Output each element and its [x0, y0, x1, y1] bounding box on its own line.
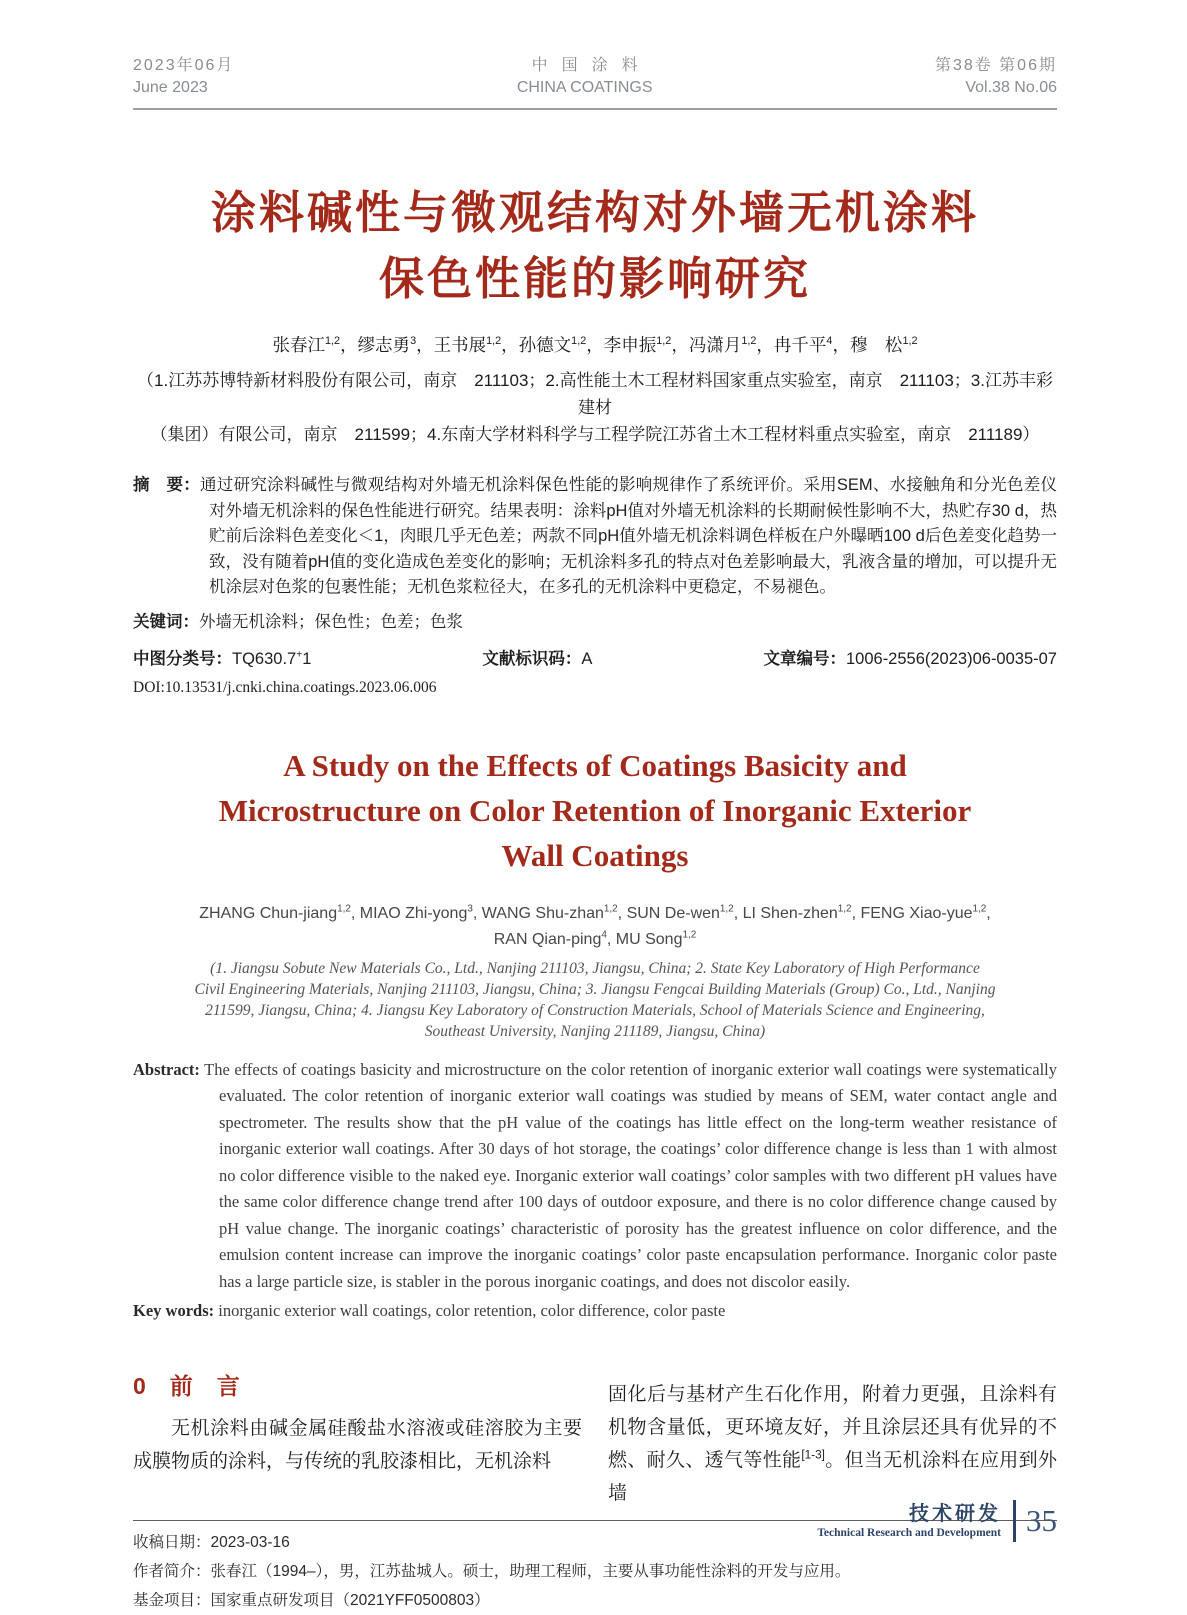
author-en: WANG Shu-zhan$^{1,2}$, — [481, 903, 627, 922]
author-cn: 李申振$^{1,2}$， — [603, 335, 689, 355]
author-cn: 王书展$^{1,2}$， — [433, 335, 519, 355]
section-heading — [133, 1373, 582, 1399]
footnote-received-date: 收稿日期：2023-03-16 — [133, 1534, 290, 1551]
journal-issue-cn: 第38卷 第06期 — [934, 57, 1057, 74]
doi: DOI:10.13531/j.cnki.china.coatings.2023.06.006 — [133, 678, 437, 696]
article-title-en-line2: Microstructure on Color Retention of Inorganic Exterior — [218, 792, 972, 828]
journal-header — [133, 0, 1057, 110]
abstract-en — [133, 1057, 1057, 1296]
affiliations-en-line: 211599, Jiangsu, China; 4. Jiangsu Key Laboratory of Construction Materials, School of Materials Science and Engineering, — [205, 1001, 985, 1019]
body-columns — [133, 1373, 1057, 1510]
page-number: 35 — [1026, 1503, 1057, 1538]
journal-date-en: June 2023 — [133, 79, 208, 96]
abstract-en-text: The effects of coatings basicity and microstructure on the color retention of inorganic exterior wall coatings were systematically evaluated. The color retention of inorganic exterior wall coatings was studied by means of SEM, water contact angle and spectrometer. The results show that the pH value of the coatings has little effect on the long-term weather resistance of inorganic exterior wall coatings. After 30 days of hot storage, the coatings’ color difference change is less than 1 with almost no color difference visible to the naked eye. Inorganic exterior wall coatings’ color samples with two different pH values have the same color difference change trend after 100 days of outdoor exposure, and there is no color difference change caused by pH value change. The inorganic coatings’ characteristic of porosity has the greatest influence on color difference, and the emulsion content increase can improve the inorganic coatings’ color paste encapsulation performance. Inorganic color paste has a large particle size, is stabler in the porous inorganic coatings, and does not discolor easily. — [204, 1059, 1057, 1291]
author-en: MIAO Zhi-yong$^3$, — [359, 903, 482, 922]
author-en: ZHANG Chun-jiang$^{1,2}$, — [199, 903, 360, 922]
keywords-en-text: inorganic exterior wall coatings, color retention, color difference, color paste — [218, 1301, 726, 1320]
author-cn: 冯潇月$^{1,2}$， — [688, 335, 774, 355]
keywords-en-label: Key words: — [133, 1301, 215, 1320]
affiliations-cn — [133, 367, 1057, 448]
authors-en-line1 — [133, 901, 1057, 927]
page-footer — [817, 1500, 1057, 1542]
affiliations-en-line: (1. Jiangsu Sobute New Materials Co., Ltd., Nanjing 211103, Jiangsu, China; 2. State Key Laboratory of High Performance — [210, 959, 980, 977]
abstract-cn-label: 摘 要： — [133, 476, 201, 494]
journal-date-cn: 2023年06月 — [133, 57, 235, 74]
author-cn: 张春江$^{1,2}$， — [272, 335, 358, 355]
affiliations-en-line: Southeast University, Nanjing 211189, Jiangsu, China) — [424, 1022, 766, 1040]
footnote-author-bio: 作者简介：张春江（1994–），男，江苏盐城人。硕士，助理工程师，主要从事功能性涂料的开发与应用。 — [133, 1563, 851, 1580]
affiliations-en-line: Civil Engineering Materials, Nanjing 211103, Jiangsu, China; 3. Jiangsu Fengcai Building Materials (Group) Co., Ltd., Nanjing — [194, 980, 996, 998]
journal-name — [517, 55, 653, 99]
keywords-cn-label: 关键词： — [133, 612, 199, 631]
article-id: 文章编号：1006-2556(2023)06-0035-07 — [763, 649, 1057, 668]
author-cn: 冉千平$^4$， — [773, 335, 850, 355]
author-en: RAN Qian-ping$^4$, — [493, 929, 616, 948]
journal-issue-en: Vol.38 No.06 — [965, 79, 1057, 96]
footer-section-en: Technical Research and Development — [817, 1526, 1001, 1539]
journal-name-cn: 中国涂料 — [531, 57, 652, 74]
keywords-en — [133, 1301, 1057, 1321]
intro-paragraph-right: 固化后与基材产生石化作用，附着力更强，且涂料有机物含量低，更环境友好，并且涂层还具有优异的不燃、耐久、透气等性能[1-3]。但当无机涂料在应用到外墙 — [608, 1384, 1057, 1504]
author-en: MU Song$^{1,2}$ — [615, 929, 697, 948]
author-cn: 缪志勇$^3$， — [357, 335, 434, 355]
author-cn: 穆 松$^{1,2}$ — [849, 335, 918, 355]
footer-divider — [1013, 1500, 1016, 1542]
affiliations-cn-line1: （1.江苏苏博特新材料股份有限公司，南京 211103；2.高性能土木工程材料国家重点实验室，南京 211103；3.江苏丰彩建材 — [137, 371, 1053, 417]
author-cn: 孙德文$^{1,2}$， — [518, 335, 604, 355]
author-en: SUN De-wen$^{1,2}$, — [626, 903, 743, 922]
intro-paragraph-left: 无机涂料由碱金属硅酸盐水溶液或硅溶胶为主要成膜物质的涂料，与传统的乳胶漆相比，无机涂料 — [133, 1418, 582, 1472]
abstract-cn-text: 通过研究涂料碱性与微观结构对外墙无机涂料保色性能的影响规律作了系统评价。采用SEM、水接触角和分光色差仪对外墙无机涂料的保色性能进行研究。结果表明：涂料pH值对外墙无机涂料的长期耐候性影响不大，热贮存30 d，热贮前后涂料色差变化＜1，肉眼几乎无色差；两款不同pH值外墙无机涂料调色样板在户外曝晒100 d后色差变化趋势一致，没有随着pH值的变化造成色差变化的影响；无机涂料多孔的特点对色差影响最大，乳液含量的增加，可以提升无机涂层对色浆的包裹性能；无机色浆粒径大，在多孔的无机涂料中更稳定，不易褪色。 — [200, 476, 1058, 596]
article-title-cn-line1: 涂料碱性与微观结构对外墙无机涂料 — [210, 187, 979, 238]
journal-issue — [935, 55, 1057, 99]
abstract-cn — [133, 473, 1057, 601]
article-title-en-line3: Wall Coatings — [501, 837, 689, 873]
article-title-en-line1: A Study on the Effects of Coatings Basicity and — [283, 747, 907, 783]
affiliations-cn-line2: （集团）有限公司，南京 211599；4.东南大学材料科学与工程学院江苏省土木工程材料重点实验室，南京 211189） — [150, 425, 1040, 444]
clc-number: 中图分类号：TQ630.7+1 — [133, 649, 312, 668]
article-title-cn-line2: 保色性能的影响研究 — [378, 253, 811, 304]
section-number: 0 — [133, 1373, 146, 1399]
footer-section-cn: 技术研发 — [909, 1502, 1001, 1525]
right-column — [608, 1373, 1057, 1510]
journal-date — [133, 55, 234, 99]
keywords-cn — [133, 608, 1057, 632]
author-en: FENG Xiao-yue$^{1,2}$, — [860, 903, 991, 922]
reference-marker: [1-3] — [801, 1448, 825, 1462]
article-meta-row — [133, 645, 1057, 669]
abstract-en-label: Abstract: — [133, 1059, 200, 1079]
article-title-cn — [133, 180, 1057, 312]
affiliations-en — [133, 958, 1057, 1042]
keywords-cn-text: 外墙无机涂料；保色性；色差；色浆 — [199, 612, 463, 631]
article-title-en — [133, 743, 1057, 878]
authors-en — [133, 901, 1057, 953]
authors-en-line2 — [133, 927, 1057, 953]
document-code: 文献标识码：A — [482, 649, 593, 668]
journal-name-en: CHINA COATINGS — [516, 79, 653, 96]
footnote-fund-project: 基金项目：国家重点研发项目（2021YFF0500803） — [133, 1592, 490, 1609]
page-content — [133, 0, 1057, 1615]
section-title: 前言 — [169, 1373, 264, 1399]
author-en: LI Shen-zhen$^{1,2}$, — [742, 903, 861, 922]
footer-section — [817, 1503, 1001, 1540]
authors-cn — [133, 332, 1057, 357]
left-column — [133, 1373, 582, 1510]
